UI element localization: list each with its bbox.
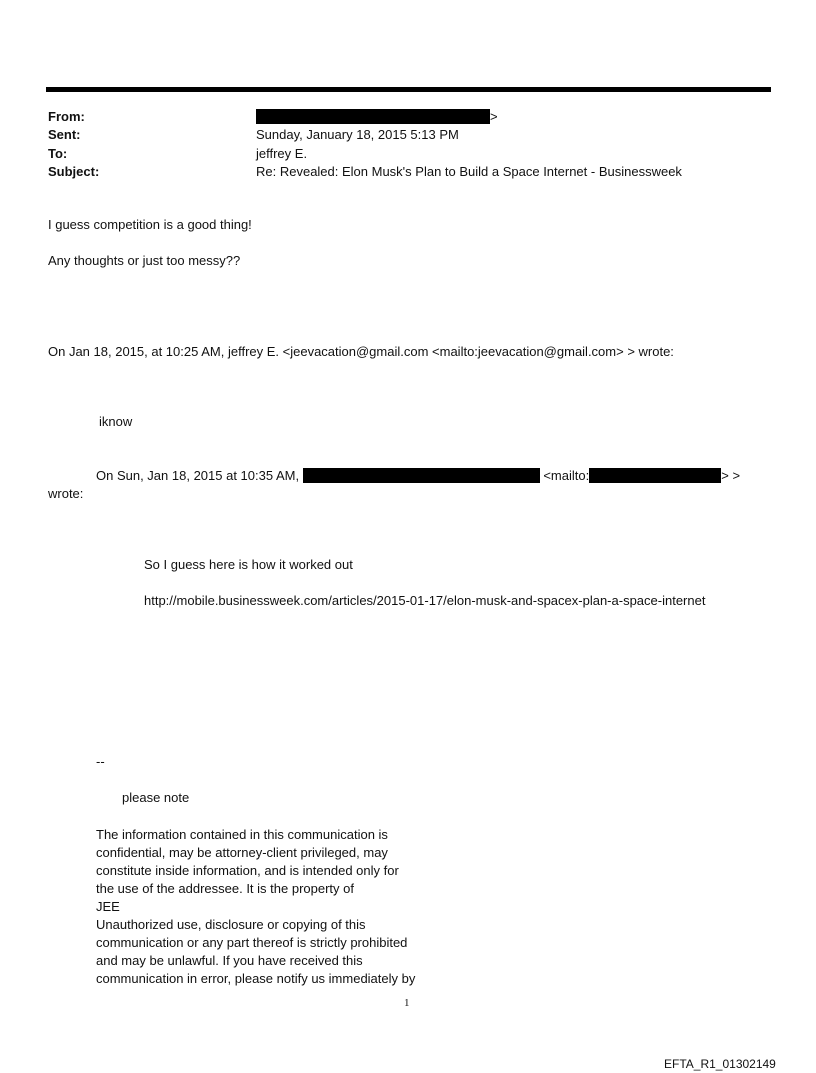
quote2-prefix: On Sun, Jan 18, 2015 at 10:35 AM, — [96, 468, 300, 483]
subject-value: Re: Revealed: Elon Musk's Plan to Build a Space Internet - Businessweek — [256, 164, 682, 179]
body-line-1: I guess competition is a good thing! — [48, 217, 252, 232]
redaction-block — [589, 468, 721, 483]
body-line-2: Any thoughts or just too messy?? — [48, 253, 241, 268]
disclaimer-line: The information contained in this communication is — [96, 827, 388, 842]
article-link[interactable]: http://mobile.businessweek.com/articles/2015-01-17/elon-musk-and-spacex-plan-a-space-internet — [144, 593, 706, 608]
page-number: 1 — [404, 997, 410, 1009]
disclaimer-line: Unauthorized use, disclosure or copying of this — [96, 917, 366, 932]
redaction-block — [303, 468, 540, 483]
quote2-suffix: > > — [721, 468, 741, 483]
disclaimer-line: the use of the addressee. It is the property of — [96, 881, 354, 896]
quote2-header — [96, 467, 740, 484]
sent-value: Sunday, January 18, 2015 5:13 PM — [256, 127, 459, 142]
subject-label: Subject: — [48, 164, 100, 179]
header-rule — [46, 87, 771, 92]
to-label: To: — [48, 146, 68, 161]
quote1-header: On Jan 18, 2015, at 10:25 AM, jeffrey E. <jeevacation@gmail.com <mailto:jeevacation@gmail.com> > wrote: — [48, 344, 674, 359]
signature-note: please note — [122, 790, 190, 805]
document-id: EFTA_R1_01302149 — [664, 1057, 776, 1071]
redaction-block — [256, 109, 490, 124]
disclaimer-line: communication in error, please notify us immediately by — [96, 971, 416, 986]
signature-separator: -- — [96, 754, 105, 769]
disclaimer-line: constitute inside information, and is intended only for — [96, 863, 399, 878]
from-suffix: > — [490, 109, 498, 124]
quote1-text: iknow — [99, 414, 133, 429]
sent-label: Sent: — [48, 127, 81, 142]
from-value — [256, 108, 498, 125]
quote2-mailto: <mailto: — [543, 468, 590, 483]
disclaimer-line: communication or any part thereof is strictly prohibited — [96, 935, 408, 950]
disclaimer-line: and may be unlawful. If you have received this — [96, 953, 363, 968]
confidentiality-disclaimer — [96, 826, 456, 988]
quote2-text: So I guess here is how it worked out — [144, 557, 353, 572]
disclaimer-line: JEE — [96, 899, 120, 914]
disclaimer-line: confidential, may be attorney-client privileged, may — [96, 845, 388, 860]
to-value: jeffrey E. — [256, 146, 308, 161]
quote2-wrote: wrote: — [48, 486, 84, 501]
from-label: From: — [48, 109, 85, 124]
